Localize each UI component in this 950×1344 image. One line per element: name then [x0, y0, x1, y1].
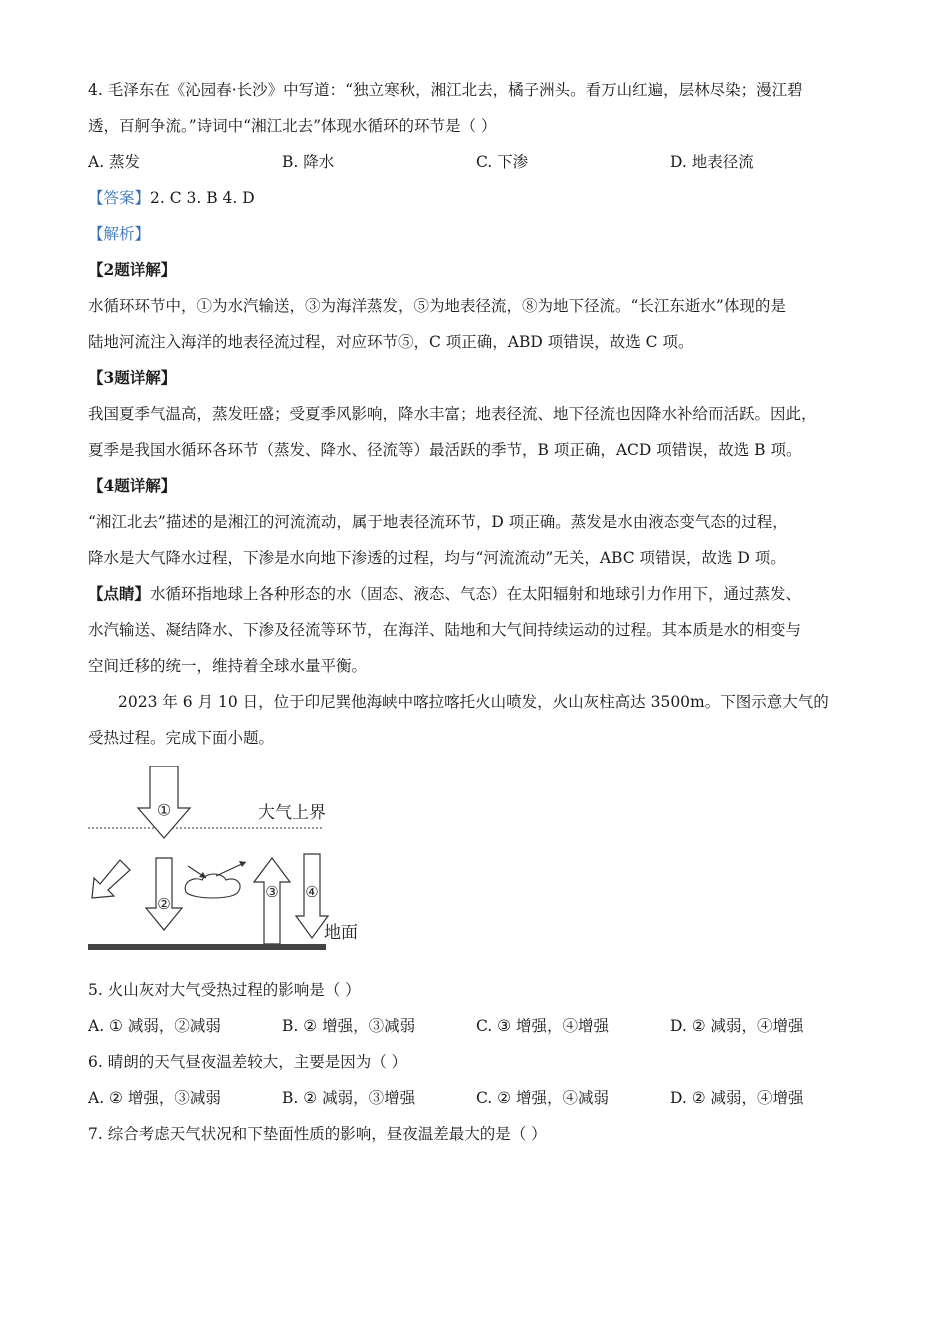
dianjing-line2: 水汽输送、凝结降水、下渗及径流等环节，在海洋、陆地和大气间持续运动的过程。其本质是水的相变与	[88, 621, 802, 639]
detail3-line1: 我国夏季气温高，蒸发旺盛；受夏季风影响，降水丰富；地表径流、地下径流也因降水补给而活跃。因此，	[88, 405, 817, 423]
q4-stem-line1: 4. 毛泽东在《沁园春·长沙》中写道：“独立寒秋，湘江北去，橘子洲头。看万山红遍，层林尽染；漫江碧	[88, 81, 803, 99]
detail2-heading: 【2题详解】	[88, 260, 177, 279]
ground-surface	[88, 944, 326, 950]
detail4-heading: 【4题详解】	[88, 476, 177, 495]
cloud-arrow-in-head	[199, 872, 206, 878]
q4-option-a: A. 蒸发	[88, 153, 141, 171]
detail2-line2: 陆地河流注入海洋的地表径流过程，对应环节⑤，C 项正确，ABD 项错误，故选 C 项。	[88, 333, 694, 351]
q5-option-a: A. ① 减弱，②减弱	[88, 1017, 221, 1035]
q5-option-d: D. ② 减弱，④增强	[670, 1017, 804, 1035]
cloud-shape	[185, 874, 240, 898]
q5-options	[88, 1008, 878, 1044]
arrow-3-label: ③	[265, 883, 279, 901]
arrow-reflection	[92, 860, 130, 898]
ground-label: 地面	[324, 923, 358, 943]
detail2-line1: 水循环环节中，①为水汽输送，③为海洋蒸发，⑤为地表径流，⑧为地下径流。“长江东逝水”体现的是	[88, 297, 786, 315]
material-line2: 受热过程。完成下面小题。	[88, 729, 275, 747]
dianjing-line3: 空间迁移的统一，维持着全球水量平衡。	[88, 657, 368, 675]
q4-option-c: C. 下渗	[476, 153, 529, 171]
material-line1: 2023 年 6 月 10 日，位于印尼巽他海峡中喀拉喀托火山喷发，火山灰柱高达 3500m。下图示意大气的	[118, 693, 829, 711]
q4-stem-line2: 透，百舸争流。”诗词中“湘江北去”体现水循环的环节是（ ）	[88, 117, 497, 135]
arrow-3-ground-radiation	[254, 858, 290, 944]
q5-stem: 5. 火山灰对大气受热过程的影响是（ ）	[88, 981, 361, 999]
q5-option-c: C. ③ 增强，④增强	[476, 1017, 609, 1035]
detail3-line2: 夏季是我国水循环各环节（蒸发、降水、径流等）最活跃的季节，B 项正确，ACD 项错误，故选 B 项。	[88, 441, 802, 459]
arrow-1-label: ①	[156, 800, 172, 820]
q5-option-b: B. ② 增强，③减弱	[282, 1017, 416, 1035]
q4-option-d: D. 地表径流	[670, 153, 754, 171]
q4-options	[88, 144, 878, 180]
detail4-line2: 降水是大气降水过程，下渗是水向地下渗透的过程，均与“河流流动”无关，ABC 项错误，故选 D 项。	[88, 549, 786, 567]
atmosphere-heating-diagram	[88, 766, 388, 966]
arrow-2-label: ②	[157, 895, 171, 913]
q6-options	[88, 1080, 878, 1116]
arrow-4-label: ④	[305, 883, 319, 901]
q6-option-d: D. ② 减弱，④增强	[670, 1089, 804, 1107]
answer-line	[88, 180, 878, 216]
atmosphere-top-label: 大气上界	[258, 803, 326, 823]
analysis-tag: 【解析】	[88, 225, 151, 243]
dianjing-text1: 水循环指地球上各种形态的水（固态、液态、气态）在太阳辐射和地球引力作用下，通过蒸发、	[150, 585, 802, 603]
cloud-arrow-out-head	[239, 861, 246, 867]
q4-option-b: B. 降水	[282, 153, 335, 171]
answer-text: 2. C 3. B 4. D	[150, 189, 255, 207]
q6-option-a: A. ② 增强，③减弱	[88, 1089, 221, 1107]
q6-option-c: C. ② 增强，④减弱	[476, 1089, 609, 1107]
detail3-heading: 【3题详解】	[88, 368, 177, 387]
document-page	[88, 72, 878, 1152]
q6-option-b: B. ② 减弱，③增强	[282, 1089, 416, 1107]
arrow-2-surface-radiation-in	[146, 858, 182, 930]
detail4-line1: “湘江北去”描述的是湘江的河流流动，属于地表径流环节，D 项正确。蒸发是水由液态变气态的过程，	[88, 513, 788, 531]
dianjing-tag: 【点睛】	[88, 584, 151, 603]
answer-tag: 【答案】	[88, 189, 151, 207]
dianjing-line1	[88, 576, 878, 612]
q6-stem: 6. 晴朗的天气昼夜温差较大，主要是因为（ ）	[88, 1053, 408, 1071]
q7-stem: 7. 综合考虑天气状况和下垫面性质的影响，昼夜温差最大的是（ ）	[88, 1125, 547, 1143]
